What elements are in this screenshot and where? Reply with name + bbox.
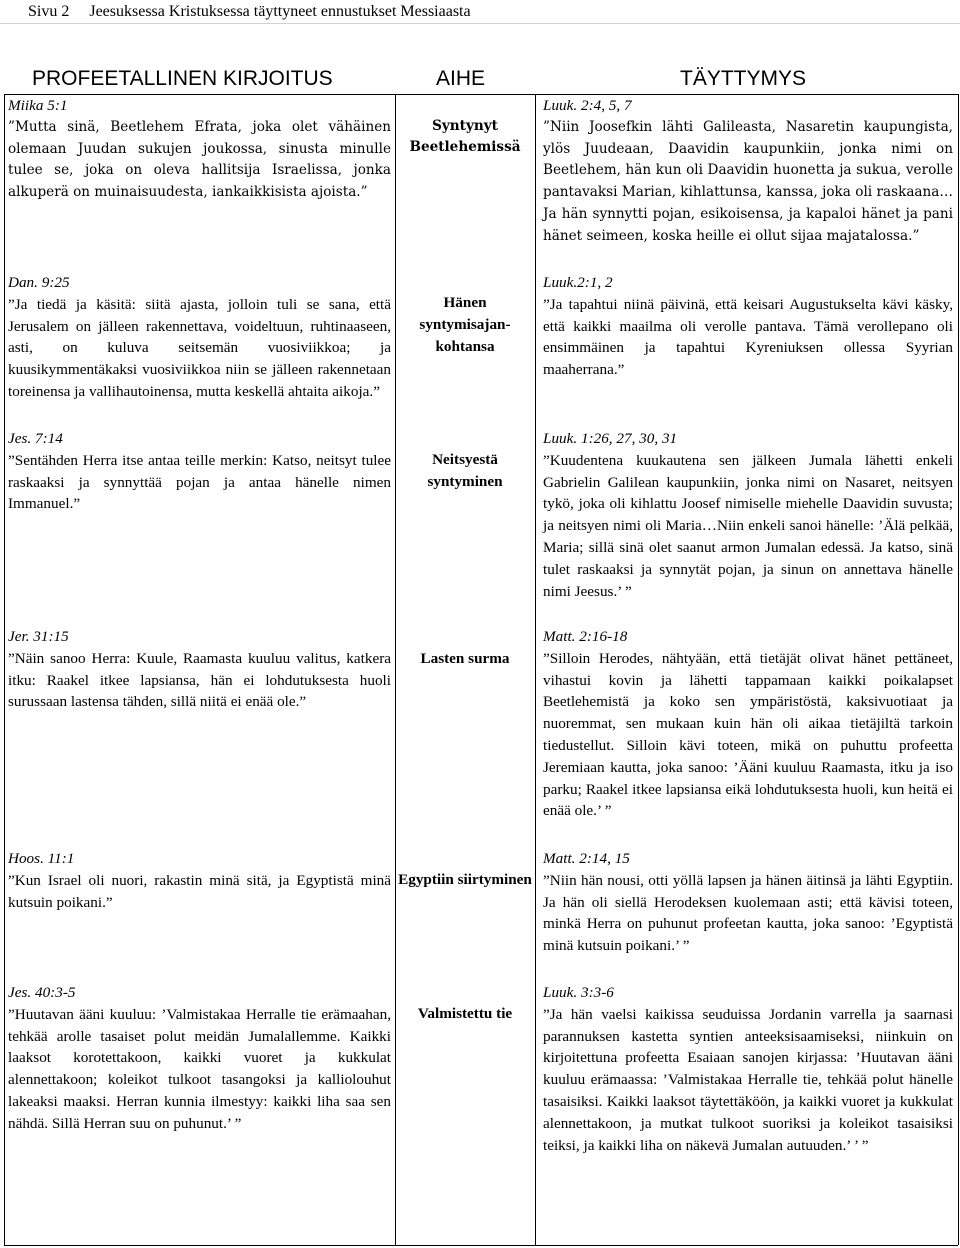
prophecy-reference: Hoos. 11:1 [8, 850, 75, 867]
column-header-topic: AIHE [436, 67, 486, 90]
fulfillment-text: ”Ja tapahtui niinä päivinä, että keisari Augustukselta kävi käsky, että kaikki maailma oli verolle pantava. Tämä verollepano oli ensimmäinen ja tapahtui Kyreniuksen ollessa Syyrian maaherrana.” [543, 295, 953, 379]
fulfillment-reference: Luuk.2:1, 2 [543, 274, 613, 291]
fulfillment-cell [543, 626, 953, 822]
topic-cell: Neitsyestä syntyminen [427, 451, 503, 490]
prophecy-text: ”Sentähden Herra itse antaa teille merkin: Katso, neitsyt tulee raskaaksi ja synnyttää pojan ja antaa hänelle nimen Immanuel.” [8, 451, 391, 513]
fulfillment-cell [543, 848, 953, 957]
fulfillment-cell [543, 272, 953, 381]
prophecy-cell [8, 272, 391, 403]
prophecy-cell [8, 982, 391, 1135]
prophecy-text: ”Näin sanoo Herra: Kuule, Raamasta kuuluu valitus, katkera itku: Raakel itkee lapsiansa, hän ei lohdutuksesta huoli surussaan lastensa tähden, sillä niitä ei enää ole.” [8, 649, 391, 711]
topic-cell: Syntynyt Beetlehemissä [409, 118, 521, 155]
column-headers [0, 64, 960, 94]
fulfillment-reference: Luuk. 2:4, 5, 7 [543, 97, 632, 114]
table-right-border [958, 94, 959, 1245]
prophecy-cell [8, 428, 391, 515]
topic-cell: Lasten surma [420, 650, 510, 667]
topic-cell: Egyptiin siirtyminen [398, 871, 532, 888]
topic-cell: Valmistettu tie [417, 1005, 513, 1022]
prophecy-text: ”Mutta sinä, Beetlehem Efrata, joka olet vähäinen olemaan Juudan sukujen joukossa, sinusta minulle tulee se, joka on oleva hallitsija Israelissa, jonka alkuperä on muinaisuudesta, iankaikkisista ajoista.” [8, 118, 391, 201]
fulfillment-cell [543, 428, 953, 602]
prophecy-text: ”Kun Israel oli nuori, rakastin minä sitä, ja Egyptistä minä kutsuin poikani.” [8, 871, 391, 911]
fulfillment-text: ”Niin Joosefkin lähti Galileasta, Nasaretin kaupungista, ylös Juudeaan, Daavidin kaupunkiin, jonka nimi on Beetlehem, hän kun oli Daavidin huonetta ja sukua, verolle pantavaksi Marian, kihlattunsa, kanssa, joka oli raskaana…Ja hän synnytti pojan, esikoisensa, ja kapaloi hänet ja pani hänet seimeen, koska heille ei ollut sijaa majatalossa.” [543, 118, 953, 244]
header-divider [0, 23, 960, 24]
prophecy-reference: Miika 5:1 [8, 97, 68, 114]
fulfillment-reference: Matt. 2:14, 15 [543, 850, 630, 867]
fulfillment-text: ”Niin hän nousi, otti yöllä lapsen ja hänen äitinsä ja lähti Egyptiin. Ja hän oli siellä Herodeksen kuolemaan asti; että kävisi toteen, minkä Herra on puhunut profeetan kautta, joka sanoo: ’Egyptistä minä kutsuin poikani.’ ” [543, 871, 953, 955]
fulfillment-cell [543, 95, 953, 248]
column-header-fulfillment: TÄYTTYMYS [680, 67, 807, 90]
fulfillment-reference: Matt. 2:16-18 [543, 628, 628, 645]
prophecy-text: ”Huutavan ääni kuuluu: ’Valmistakaa Herralle tie erämaahan, tehkää arolle tasaiset polut meidän Jumalallemme. Kaikki laaksot korotettakoon, kaikki vuoret ja kukkulat alennettakoon; koleikot tulkoot tasangoksi ja kalliolouhut lakeaksi maaksi. Herran kunnia ilmestyy: kaikki liha saa sen nähdä. Sillä Herran suu on puhunut.’ ” [8, 1005, 391, 1132]
prophecy-reference: Dan. 9:25 [8, 274, 70, 291]
column-divider-2 [535, 94, 536, 1245]
prophecy-cell [8, 626, 391, 713]
table-bottom-border [4, 1245, 958, 1246]
prophecy-cell [8, 95, 391, 204]
page-number: Sivu 2 [28, 3, 70, 20]
page-title: Jeesuksessa Kristuksessa täyttyneet ennustukset Messiaasta [89, 3, 471, 20]
fulfillment-text: ”Ja hän vaelsi kaikissa seuduissa Jordanin varrella ja saarnasi parannuksen kastetta syntien anteeksisaamiseksi, niinkuin on kirjoitettuna profeetta Esaiaan sanojen kirjassa: ’Huutavan ääni kuuluu erämaassa: ’Valmistakaa Herralle tie, tehkää polut hänelle tasaisiksi. Kaikki laaksot täytettäköön, ja kaikki vuoret ja kukkulat alennettakoon, ja mutkat tulkoot suoriksi ja koleikot tasaisiksi teiksi, ja kaikki liha on näkevä Jumalan autuuden.’ ’ ” [543, 1005, 953, 1154]
fulfillment-reference: Luuk. 1:26, 27, 30, 31 [543, 430, 678, 447]
column-divider-1 [395, 94, 396, 1245]
table-left-border [4, 94, 5, 1245]
fulfillment-text: ”Kuudentena kuukautena sen jälkeen Jumala lähetti enkeli Gabrielin Galilean kaupunkiin, jonka nimi on Nasaret, neitsyen tykö, joka oli kihlattu Joosef nimiselle miehelle Daavidin suvusta; ja neitsyen nimi oli Maria…Niin enkeli sanoi hänelle: ’Älä pelkää, Maria; sillä sinä olet saanut armon Jumalan edessä. Ja katso, sinä tulet raskaaksi ja synnytät pojan, ja sinun on annettava hänelle nimi Jeesus.’ ” [543, 451, 953, 600]
prophecy-reference: Jes. 7:14 [8, 430, 63, 447]
fulfillment-cell [543, 982, 953, 1156]
prophecy-reference: Jes. 40:3-5 [8, 984, 76, 1001]
page-header [0, 0, 960, 24]
topic-cell: Hänen syntymisajan-kohtansa [419, 294, 511, 355]
prophecy-text: ”Ja tiedä ja käsitä: siitä ajasta, jolloin tuli se sana, että Jerusalem on jälleen rakennettava, voideltuun, ruhtinaaseen, asti, on kuluva seitsemän vuosiviikkoa; ja kuusikymmentäkaksi vuosiviikkoa niin se jälleen rakennetaan toreinensa ja vallihautoinensa, mutta keskellä ahtaita aikoja.” [8, 295, 391, 400]
column-header-prophecy: PROFEETALLINEN KIRJOITUS [32, 67, 333, 90]
prophecy-reference: Jer. 31:15 [8, 628, 69, 645]
fulfillment-reference: Luuk. 3:3-6 [543, 984, 614, 1001]
fulfillment-text: ”Silloin Herodes, nähtyään, että tietäjät olivat hänet pettäneet, vihastui kovin ja lähetti tappamaan kaikki poikalapset Beetlehemistä ja koko sen ympäristöstä, kaksivuotiaat ja nuoremmat, sen mukaan kuin hän oli aikaa tietäjiltä tarkoin tiedustellut. Silloin kävi toteen, mikä on puhuttu profeetta Jeremiaan kautta, joka sanoo: ’Ääni kuuluu Raamasta, itku ja iso parku; Raakel itkee lapsiansa eikä lohdutuksesta huoli, kun heitä ei enää ole.’ ” [543, 649, 953, 820]
prophecy-cell [8, 848, 391, 913]
